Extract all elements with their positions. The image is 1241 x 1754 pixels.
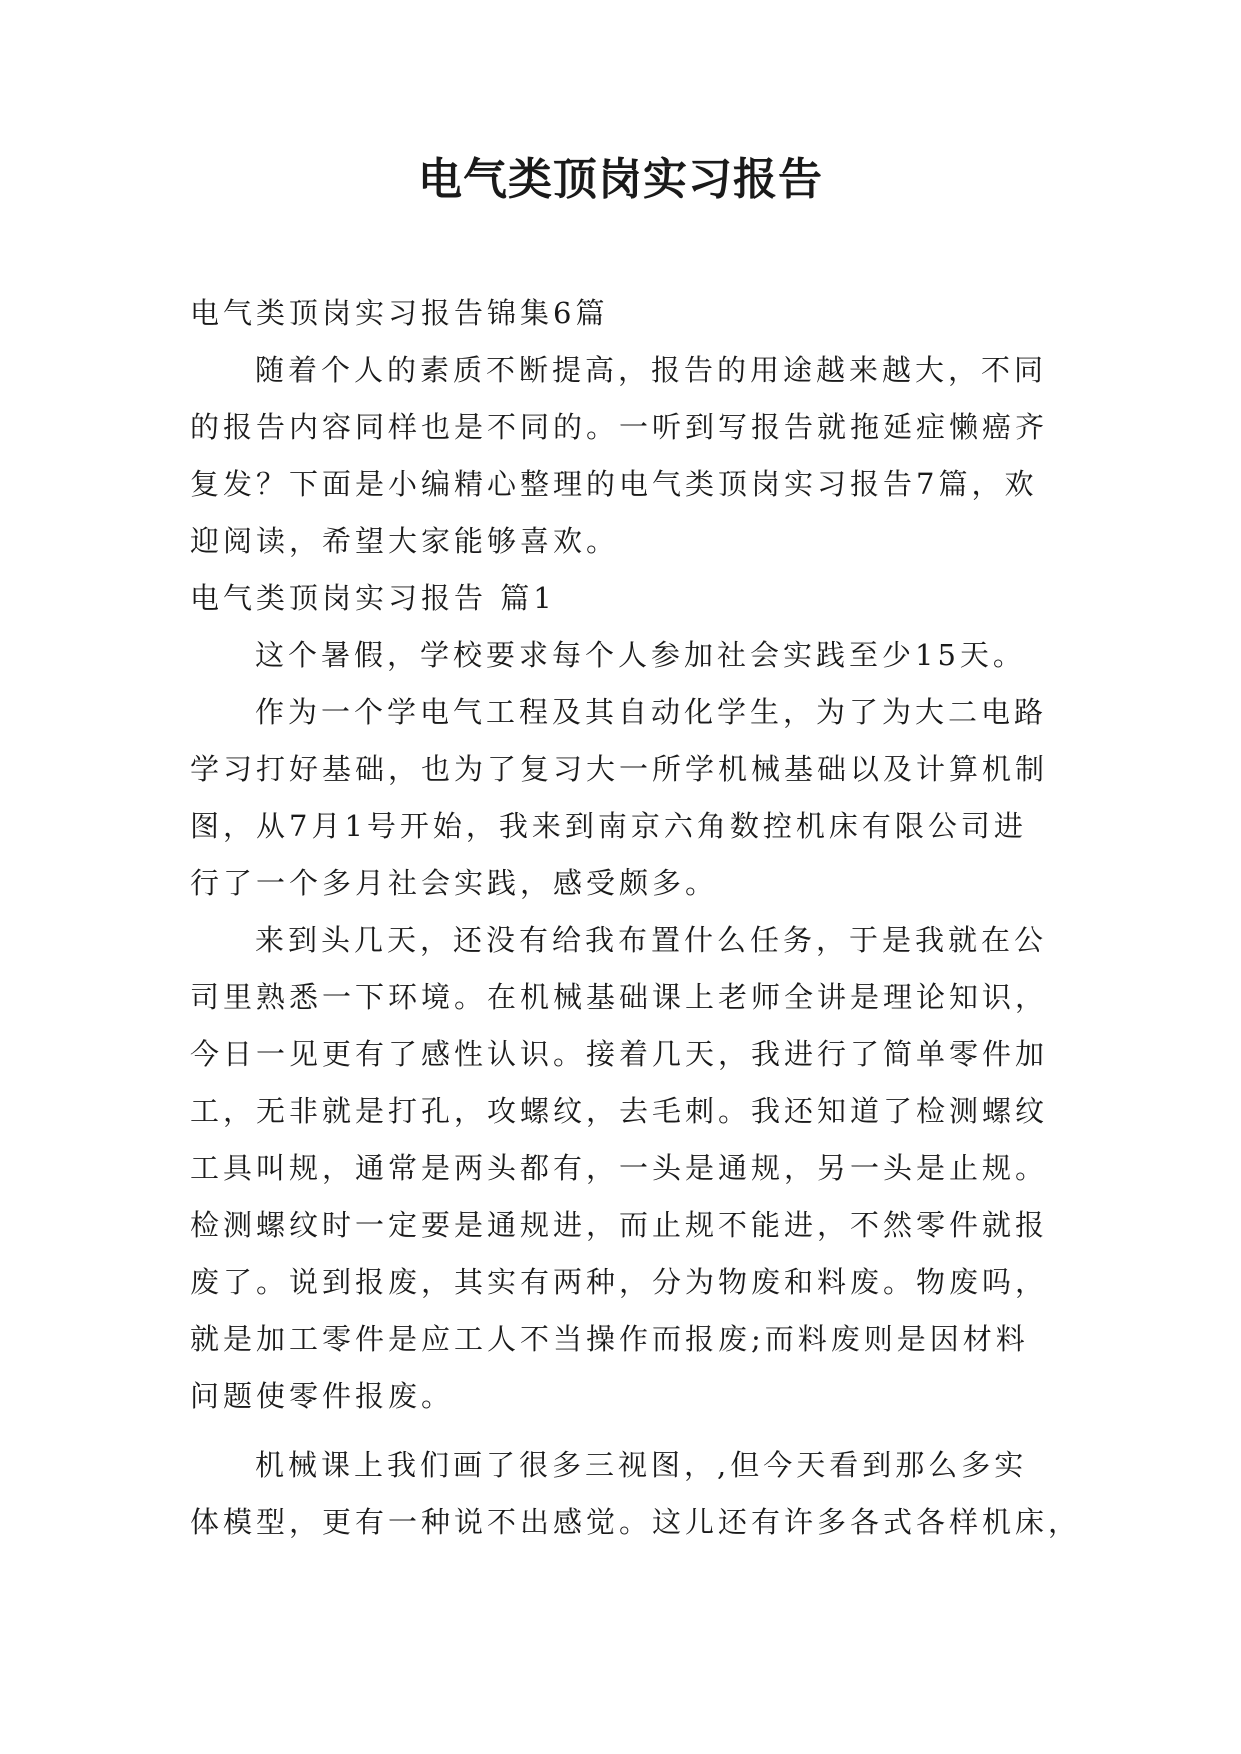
paragraph-line: 随着个人的素质不断提高，报告的用途越来越大，不同	[255, 353, 1048, 387]
paragraph-line: 复发？下面是小编精心整理的电气类顶岗实习报告7篇，欢	[190, 467, 1038, 501]
section-heading: 电气类顶岗实习报告 篇1	[190, 581, 556, 615]
paragraph-line: 图，从7月1号开始，我来到南京六角数控机床有限公司进	[190, 809, 1027, 843]
paragraph-line: 工，无非就是打孔，攻螺纹，去毛刺。我还知道了检测螺纹	[190, 1094, 1049, 1128]
paragraph-line: 的报告内容同样也是不同的。一听到写报告就拖延症懒癌齐	[190, 410, 1049, 444]
paragraph-line: 今日一见更有了感性认识。接着几天，我进行了简单零件加	[190, 1037, 1049, 1071]
paragraph-line: 作为一个学电气工程及其自动化学生，为了为大二电路	[255, 695, 1048, 729]
paragraph-line: 机械课上我们画了很多三视图，,但今天看到那么多实	[255, 1448, 1028, 1482]
paragraph-line: 这个暑假，学校要求每个人参加社会实践至少15天。	[255, 638, 1026, 672]
paragraph-line: 问题使零件报废。	[190, 1379, 455, 1413]
paragraph-line: 就是加工零件是应工人不当操作而报废;而料废则是因材料	[190, 1322, 1029, 1356]
paragraph-line: 工具叫规，通常是两头都有，一头是通规，另一头是止规。	[190, 1151, 1049, 1185]
paragraph-line: 来到头几天，还没有给我布置什么任务，于是我就在公	[255, 923, 1048, 957]
subtitle-line: 电气类顶岗实习报告锦集6篇	[190, 296, 609, 330]
document-body	[190, 285, 1082, 1551]
paragraph-line: 司里熟悉一下环境。在机械基础课上老师全讲是理论知识，	[190, 980, 1049, 1014]
paragraph-line: 检测螺纹时一定要是通规进，而止规不能进，不然零件就报	[190, 1208, 1049, 1242]
document-title: 电气类顶岗实习报告	[418, 154, 823, 205]
paragraph-line: 体模型，更有一种说不出感觉。这儿还有许多各式各样机床，	[190, 1505, 1082, 1539]
paragraph-line: 废了。说到报废，其实有两种，分为物废和料废。物废吗，	[190, 1265, 1049, 1299]
paragraph-line: 迎阅读，希望大家能够喜欢。	[190, 524, 620, 558]
paragraph-line: 学习打好基础，也为了复习大一所学机械基础以及计算机制	[190, 752, 1049, 786]
paragraph-line: 行了一个多月社会实践，感受颇多。	[190, 866, 719, 900]
